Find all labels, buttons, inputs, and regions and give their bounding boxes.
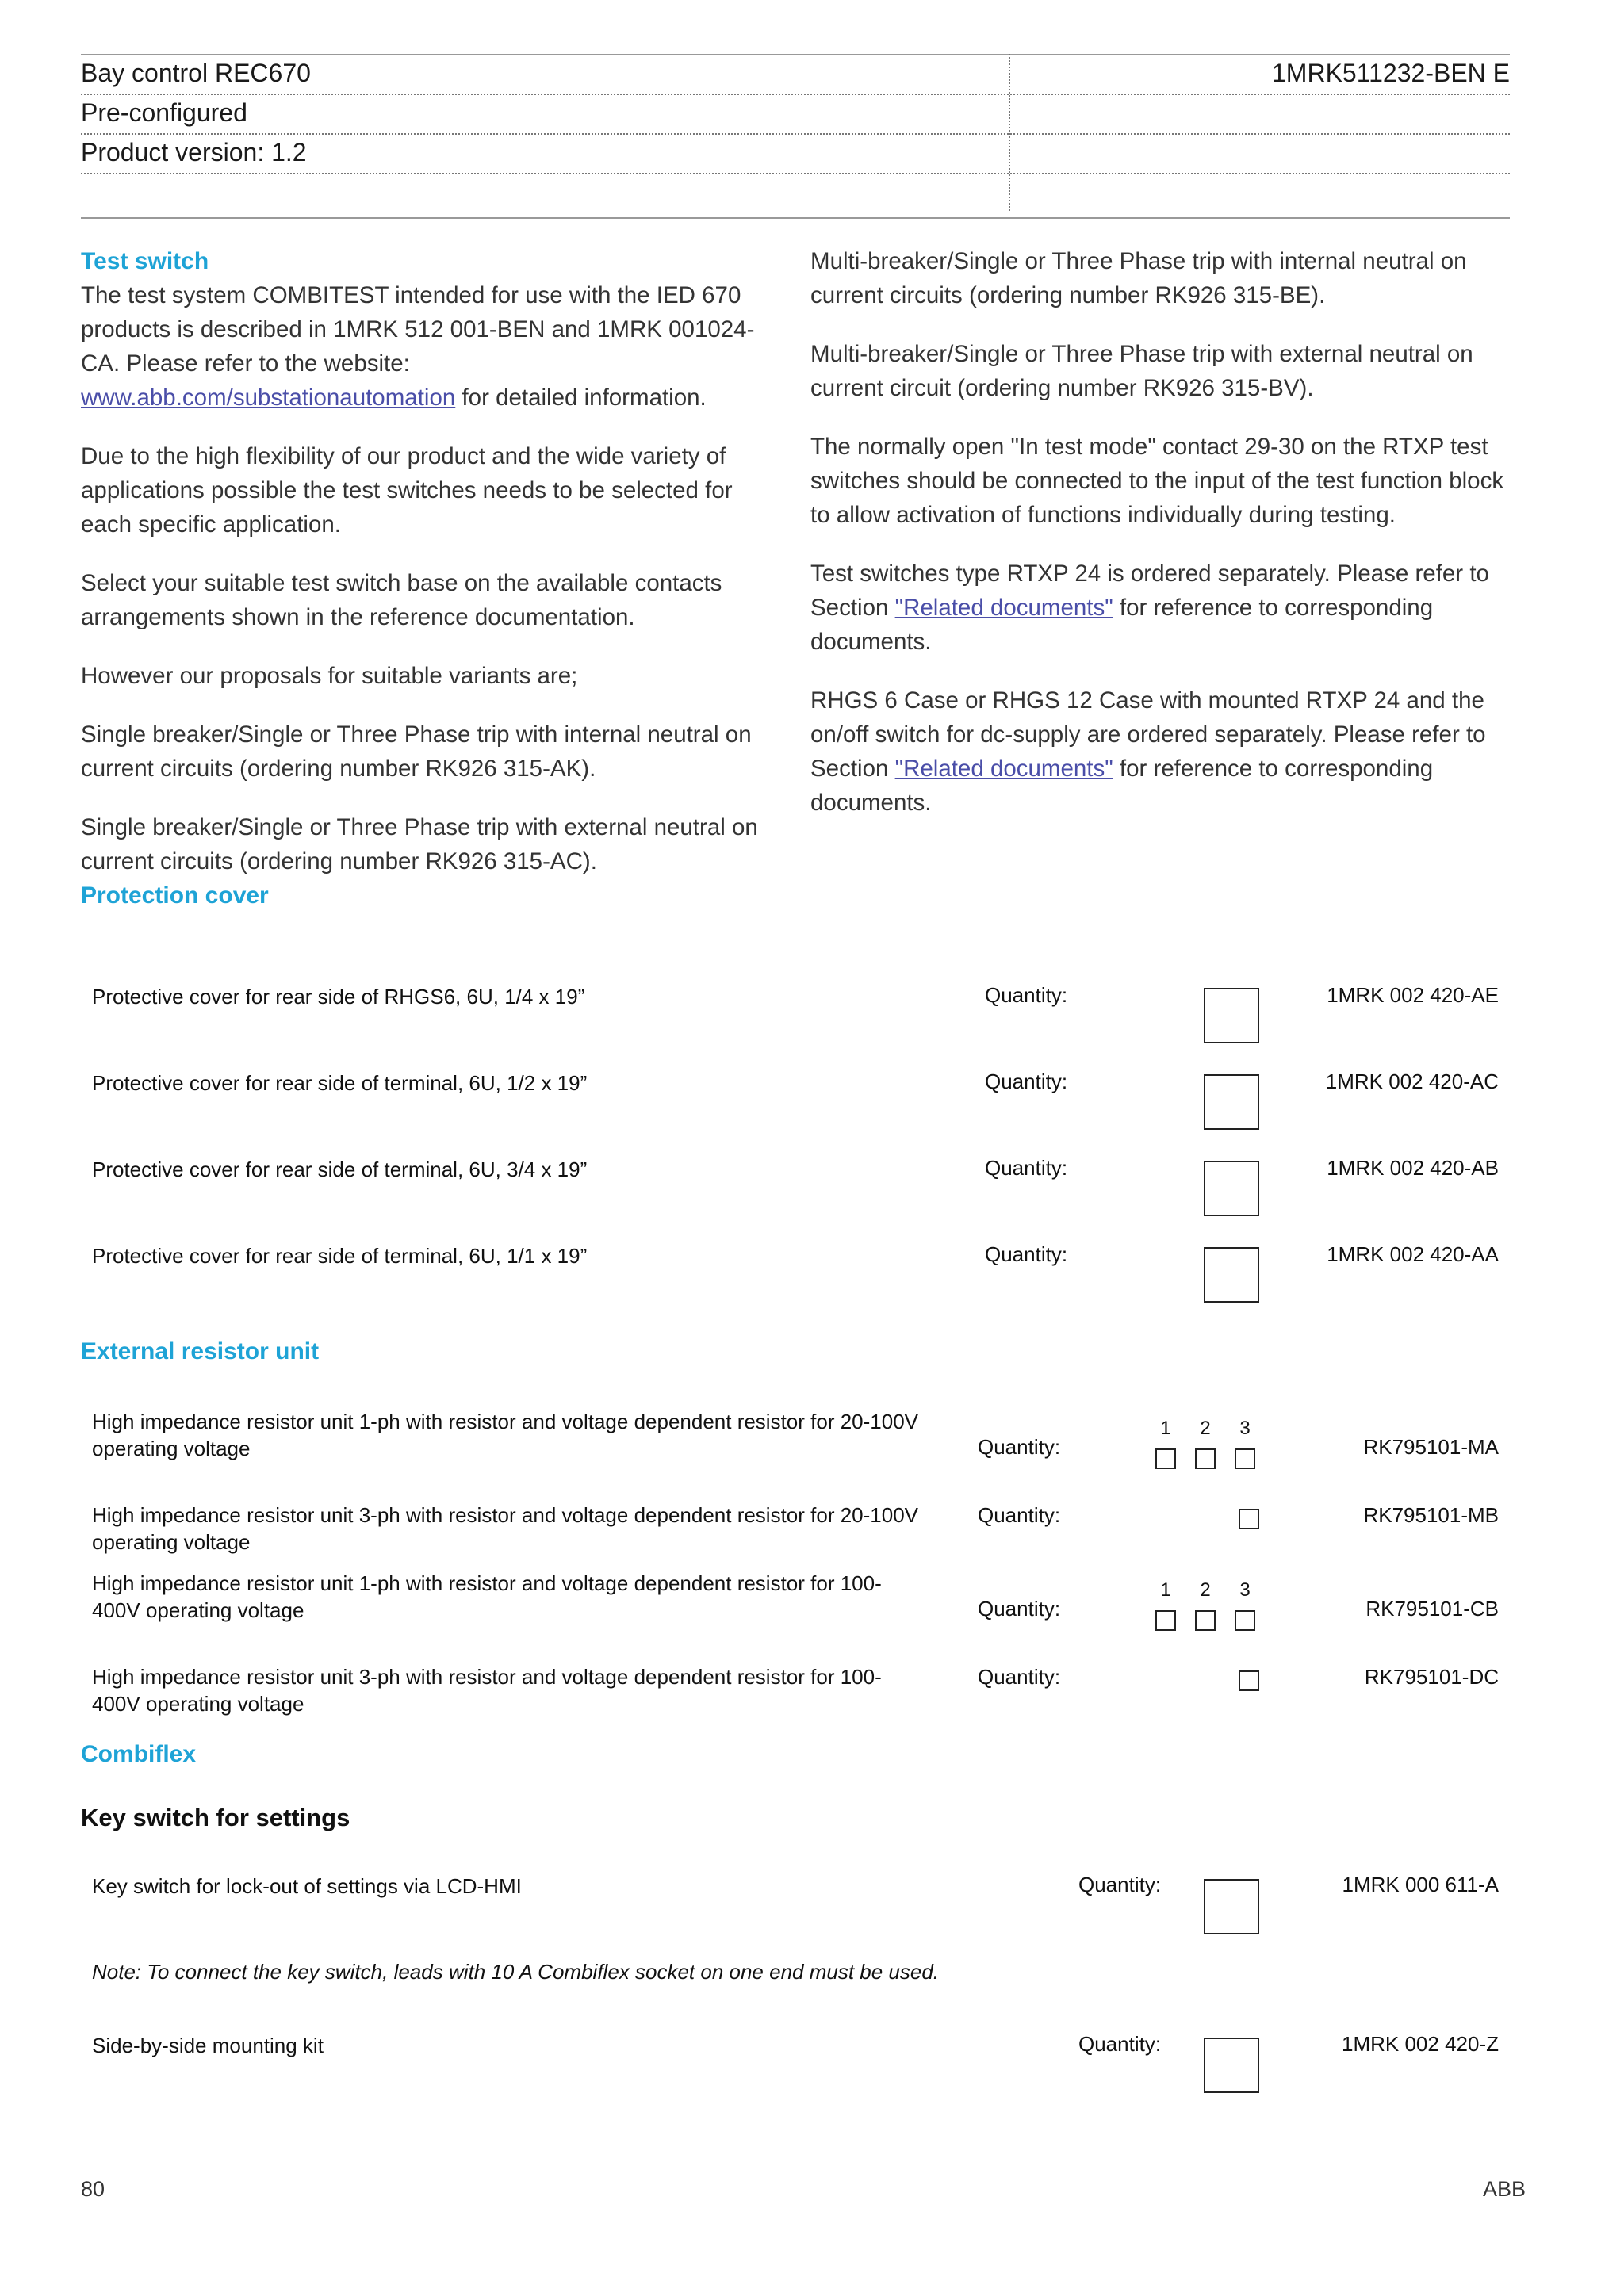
brand-name: ABB bbox=[1482, 2177, 1526, 2201]
header-divider bbox=[81, 94, 1510, 95]
box-number-label: 2 bbox=[1200, 1579, 1211, 1601]
paragraph bbox=[81, 278, 779, 415]
related-documents-link[interactable]: "Related documents" bbox=[894, 595, 1113, 621]
quantity-label: Quantity: bbox=[978, 1435, 1061, 1459]
document-subtitle: Pre-configured bbox=[81, 98, 247, 127]
ordering-code: 1MRK 000 611-A bbox=[1342, 1873, 1499, 1896]
box-number-label: 3 bbox=[1239, 1418, 1251, 1439]
combiflex-heading: Combiflex bbox=[81, 1741, 197, 1767]
table-row-description: Side-by-side mounting kit bbox=[92, 2034, 324, 2057]
test-switch-heading: Test switch bbox=[81, 248, 209, 274]
paragraph: Multi-breaker/Single or Three Phase trip with internal neutral on current circuits (ordering number RK926 315-BE). bbox=[810, 248, 1467, 308]
ordering-code: RK795101-MB bbox=[1363, 1503, 1499, 1527]
table-row-description: Protective cover for rear side of terminal, 6U, 1/1 x 19” bbox=[92, 1244, 588, 1268]
key-switch-note: Note: To connect the key switch, leads with 10 A Combiflex socket on one end must be used. bbox=[92, 1960, 940, 1984]
quantity-checkbox[interactable] bbox=[1195, 1448, 1216, 1469]
paragraph: Select your suitable test switch base on the available contacts arrangements shown in the reference documentation. bbox=[81, 570, 722, 630]
test-switch-right-column bbox=[810, 244, 1508, 844]
paragraph-text: for reference to corresponding documents. bbox=[810, 595, 1434, 655]
quantity-label: Quantity: bbox=[978, 1503, 1061, 1527]
header-top-rule bbox=[81, 54, 1510, 55]
quantity-label: Quantity: bbox=[985, 1070, 1068, 1093]
box-number-label: 2 bbox=[1200, 1418, 1211, 1439]
paragraph-text: for reference to corresponding documents. bbox=[810, 756, 1434, 816]
paragraph: Due to the high flexibility of our product and the wide variety of applications possible the test switches needs to be selected for each specific application. bbox=[81, 443, 733, 538]
quantity-checkbox[interactable] bbox=[1204, 1074, 1259, 1130]
protection-cover-heading: Protection cover bbox=[81, 882, 269, 909]
box-number-label: 1 bbox=[1160, 1579, 1171, 1601]
quantity-label: Quantity: bbox=[985, 1156, 1068, 1180]
ordering-code: RK795101-DC bbox=[1364, 1665, 1499, 1689]
table-row-description: High impedance resistor unit 3-ph with resistor and voltage dependent resistor for 100-400V operating voltage bbox=[92, 1665, 882, 1716]
ordering-code: 1MRK 002 420-AA bbox=[1327, 1242, 1499, 1266]
quantity-checkbox[interactable] bbox=[1204, 988, 1259, 1043]
quantity-checkbox[interactable] bbox=[1235, 1448, 1255, 1469]
quantity-label: Quantity: bbox=[1078, 2032, 1162, 2056]
header-divider bbox=[81, 173, 1510, 174]
table-row-description: Key switch for lock-out of settings via LCD-HMI bbox=[92, 1874, 522, 1898]
ordering-code: 1MRK 002 420-Z bbox=[1342, 2032, 1499, 2056]
paragraph-text: RHGS 6 Case or RHGS 12 Case with mounted RTXP 24 and the on/off switch for dc-supply are ordered separately. Please refer to Section bbox=[810, 687, 1486, 782]
quantity-checkbox[interactable] bbox=[1195, 1610, 1216, 1631]
paragraph bbox=[810, 683, 1508, 820]
table-row-description: High impedance resistor unit 1-ph with resistor and voltage dependent resistor for 100-400V operating voltage bbox=[92, 1571, 882, 1622]
paragraph: The normally open "In test mode" contact 29-30 on the RTXP test switches should be connected to the input of the test function block to allow activation of functions individually during testing. bbox=[810, 434, 1504, 528]
quantity-checkbox[interactable] bbox=[1204, 1161, 1259, 1216]
paragraph-text: The test system COMBITEST intended for use with the IED 670 products is described in 1MRK 512 001-BEN and 1MRK 001024-CA. Please refer to the website: bbox=[81, 282, 755, 377]
quantity-checkbox[interactable] bbox=[1204, 1879, 1259, 1934]
table-row-description: Protective cover for rear side of RHGS6, 6U, 1/4 x 19” bbox=[92, 985, 585, 1008]
quantity-checkbox[interactable] bbox=[1155, 1448, 1176, 1469]
document-title: Bay control REC670 bbox=[81, 59, 311, 87]
table-row-description: Protective cover for rear side of terminal, 6U, 1/2 x 19” bbox=[92, 1071, 588, 1095]
quantity-label: Quantity: bbox=[978, 1665, 1061, 1689]
website-link[interactable]: www.abb.com/substationautomation bbox=[81, 385, 456, 411]
related-documents-link[interactable]: "Related documents" bbox=[894, 756, 1113, 782]
header-divider bbox=[81, 133, 1510, 135]
paragraph-text: for detailed information. bbox=[455, 385, 707, 411]
quantity-label: Quantity: bbox=[985, 1242, 1068, 1266]
quantity-checkbox[interactable] bbox=[1204, 2038, 1259, 2093]
box-number-label: 1 bbox=[1160, 1418, 1171, 1439]
ordering-code: RK795101-MA bbox=[1363, 1435, 1499, 1459]
quantity-checkbox[interactable] bbox=[1204, 1247, 1259, 1303]
paragraph bbox=[810, 557, 1508, 659]
ordering-code: 1MRK 002 420-AE bbox=[1327, 983, 1499, 1007]
header-bottom-rule bbox=[81, 217, 1510, 219]
table-row-description: High impedance resistor unit 1-ph with resistor and voltage dependent resistor for 20-100V operating voltage bbox=[92, 1410, 919, 1460]
paragraph: Single breaker/Single or Three Phase trip with internal neutral on current circuits (ordering number RK926 315-AK). bbox=[81, 721, 752, 782]
document-number: 1MRK511232-BEN E bbox=[1272, 59, 1510, 87]
paragraph: Single breaker/Single or Three Phase trip with external neutral on current circuits (ordering number RK926 315-AC). bbox=[81, 814, 758, 874]
header-column-divider bbox=[1009, 54, 1010, 211]
quantity-label: Quantity: bbox=[978, 1597, 1061, 1621]
paragraph: However our proposals for suitable variants are; bbox=[81, 663, 578, 689]
ordering-code: 1MRK 002 420-AC bbox=[1325, 1070, 1499, 1093]
test-switch-left-column bbox=[81, 244, 779, 913]
quantity-checkbox[interactable] bbox=[1239, 1509, 1259, 1529]
product-version: Product version: 1.2 bbox=[81, 138, 307, 166]
page-number: 80 bbox=[81, 2177, 105, 2201]
quantity-checkbox[interactable] bbox=[1235, 1610, 1255, 1631]
paragraph-text: Test switches type RTXP 24 is ordered separately. Please refer to Section bbox=[810, 561, 1489, 621]
paragraph: Multi-breaker/Single or Three Phase trip with external neutral on current circuit (ordering number RK926 315-BV). bbox=[810, 341, 1473, 401]
quantity-label: Quantity: bbox=[985, 983, 1068, 1007]
key-switch-subheading: Key switch for settings bbox=[81, 1804, 350, 1831]
quantity-checkbox[interactable] bbox=[1239, 1670, 1259, 1691]
box-number-label: 3 bbox=[1239, 1579, 1251, 1601]
ordering-code: RK795101-CB bbox=[1365, 1597, 1499, 1621]
quantity-checkbox[interactable] bbox=[1155, 1610, 1176, 1631]
table-row-description: Protective cover for rear side of terminal, 6U, 3/4 x 19” bbox=[92, 1158, 588, 1181]
external-resistor-heading: External resistor unit bbox=[81, 1338, 320, 1364]
quantity-label: Quantity: bbox=[1078, 1873, 1162, 1896]
ordering-code: 1MRK 002 420-AB bbox=[1327, 1156, 1499, 1180]
table-row-description: High impedance resistor unit 3-ph with resistor and voltage dependent resistor for 20-100V operating voltage bbox=[92, 1503, 919, 1554]
